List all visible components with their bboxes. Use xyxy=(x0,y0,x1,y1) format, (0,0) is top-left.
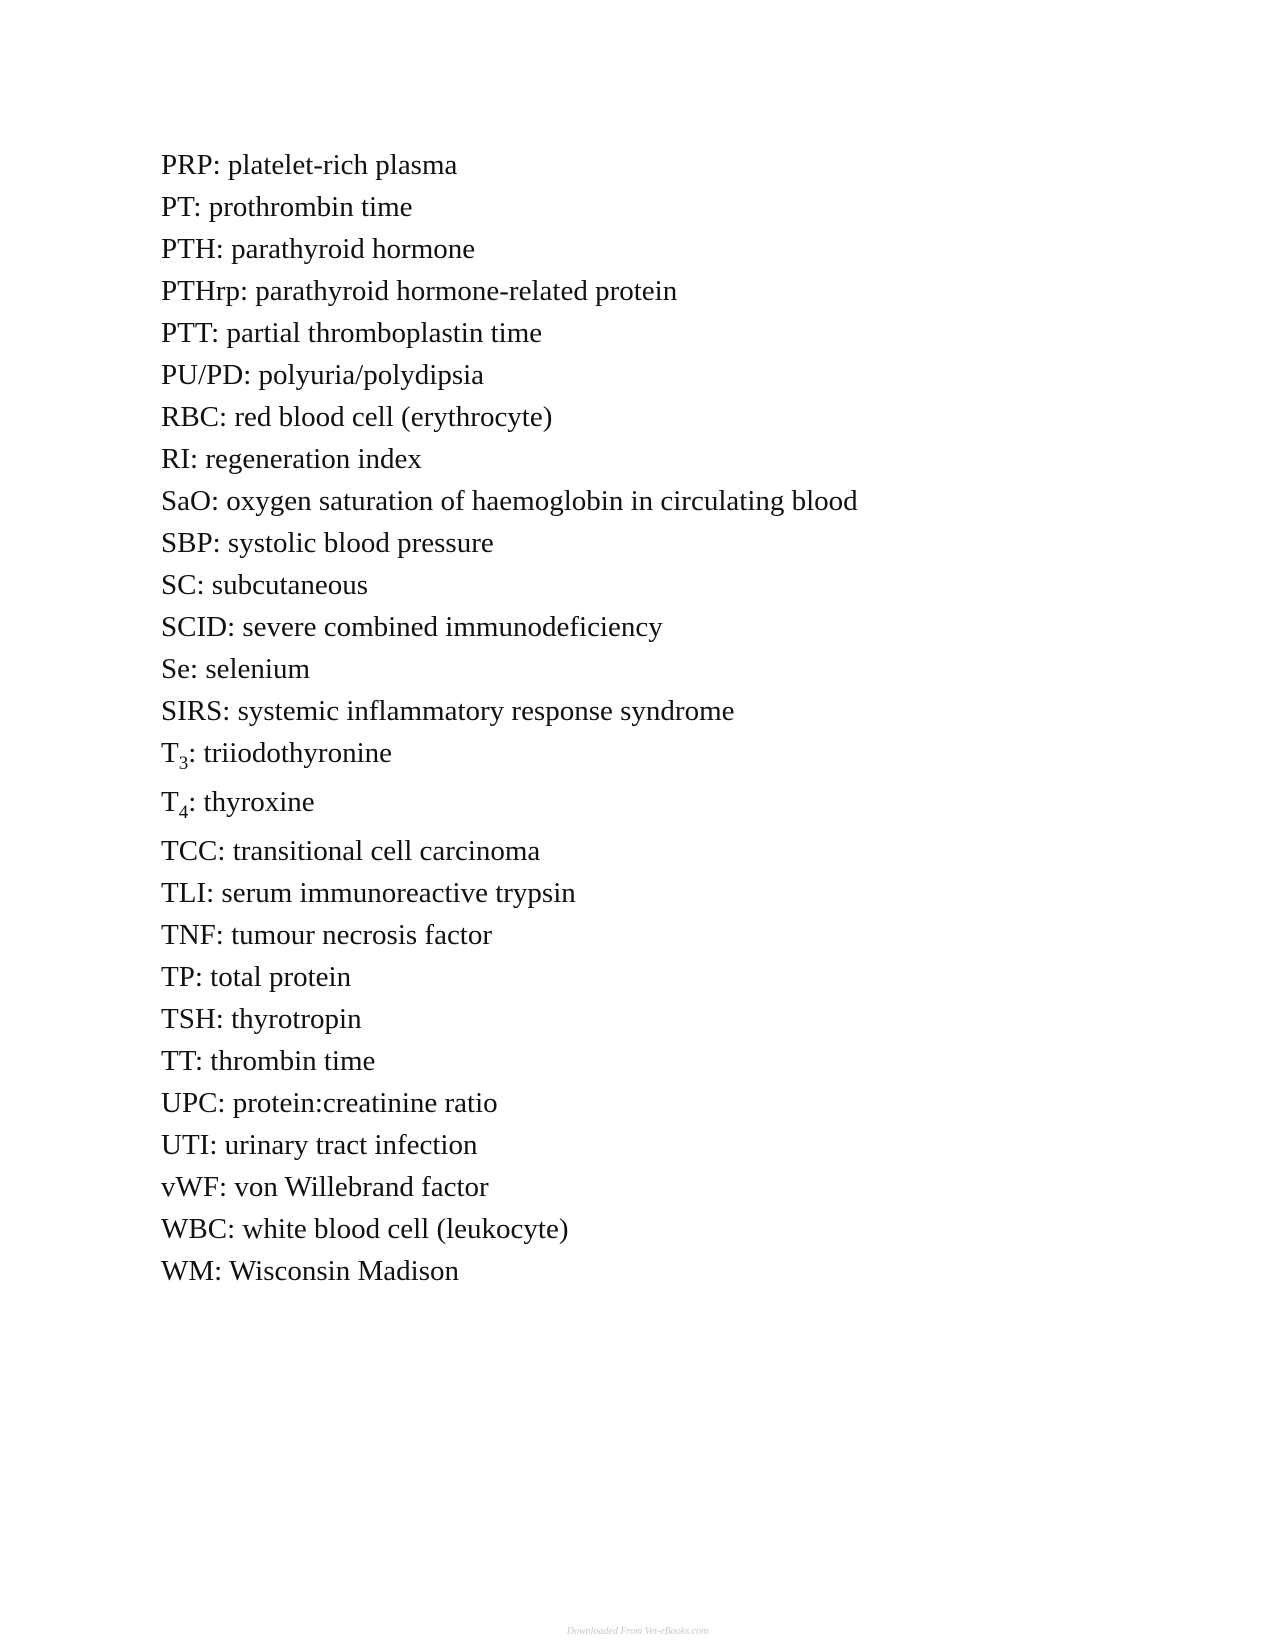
abbreviation-term: SBP xyxy=(161,527,213,559)
abbreviation-term: UPC xyxy=(161,1087,218,1119)
abbreviation-definition: parathyroid hormone xyxy=(231,233,476,265)
abbreviation-entry xyxy=(161,396,858,438)
abbreviation-definition: thyrotropin xyxy=(231,1003,362,1035)
abbreviation-definition: regeneration index xyxy=(205,443,422,475)
abbreviation-entry xyxy=(161,1208,858,1250)
abbreviation-separator: : xyxy=(215,919,232,951)
abbreviation-term: TT xyxy=(161,1045,195,1077)
abbreviation-separator: : xyxy=(239,275,256,307)
abbreviation-separator: : xyxy=(212,149,228,181)
abbreviation-term: TLI xyxy=(161,877,207,909)
abbreviation-definition: thyroxine xyxy=(203,786,315,818)
abbreviation-entry xyxy=(161,956,858,998)
abbreviation-term: SaO xyxy=(161,485,211,517)
abbreviation-definition: von Willebrand factor xyxy=(234,1171,489,1203)
abbreviation-definition: triiodothyronine xyxy=(203,737,393,769)
abbreviation-entry xyxy=(161,1250,858,1292)
abbreviation-definition: severe combined immunodeficiency xyxy=(242,611,663,643)
abbreviation-entry xyxy=(161,270,858,312)
abbreviation-entry xyxy=(161,522,858,564)
abbreviation-separator: : xyxy=(217,835,233,867)
abbreviation-term: T xyxy=(161,786,179,818)
abbreviation-term: PTT xyxy=(161,317,212,349)
abbreviation-separator: : xyxy=(243,359,259,391)
abbreviation-entry xyxy=(161,480,858,522)
abbreviation-separator: : xyxy=(211,317,227,349)
abbreviation-definition: oxygen saturation of haemoglobin in circulating blood xyxy=(226,485,858,517)
abbreviation-definition: white blood cell (leukocyte) xyxy=(242,1213,569,1245)
abbreviation-separator: : xyxy=(227,611,243,643)
abbreviation-term: TCC xyxy=(161,835,218,867)
abbreviation-separator: : xyxy=(215,233,232,265)
abbreviation-separator: : xyxy=(215,1003,232,1035)
abbreviation-entry xyxy=(161,144,858,186)
abbreviation-separator: : xyxy=(190,653,206,685)
abbreviation-entry xyxy=(161,872,858,914)
abbreviation-entry xyxy=(161,1124,858,1166)
abbreviation-separator: : xyxy=(219,401,235,433)
abbreviation-separator: : xyxy=(219,1171,235,1203)
abbreviation-term: PTHrp xyxy=(161,275,240,307)
abbreviation-entry xyxy=(161,732,858,781)
abbreviation-separator: : xyxy=(188,786,204,818)
abbreviation-entry xyxy=(161,830,858,872)
abbreviation-definition: subcutaneous xyxy=(211,569,369,601)
abbreviation-term: PRP xyxy=(161,149,213,181)
abbreviation-term: RI xyxy=(161,443,190,475)
abbreviation-definition: transitional cell carcinoma xyxy=(232,835,541,867)
abbreviation-definition: systemic inflammatory response syndrome xyxy=(237,695,735,727)
abbreviation-definition: polyuria/polydipsia xyxy=(258,359,485,391)
abbreviation-separator: : xyxy=(217,1087,233,1119)
abbreviation-entry xyxy=(161,914,858,956)
abbreviation-separator: : xyxy=(196,569,212,601)
abbreviation-entry xyxy=(161,648,858,690)
abbreviation-definition: red blood cell (erythrocyte) xyxy=(234,401,553,433)
abbreviation-entry xyxy=(161,1082,858,1124)
abbreviation-entry xyxy=(161,606,858,648)
abbreviation-separator: : xyxy=(194,961,211,993)
abbreviation-definition: serum immunoreactive trypsin xyxy=(221,877,576,909)
abbreviation-definition: partial thromboplastin time xyxy=(226,317,543,349)
abbreviation-term: WBC xyxy=(161,1213,228,1245)
abbreviation-entry xyxy=(161,186,858,228)
abbreviation-entry xyxy=(161,564,858,606)
footer-watermark: Downloaded From Vet-eBooks.com xyxy=(566,1626,709,1637)
abbreviation-separator: : xyxy=(193,191,209,223)
abbreviation-list xyxy=(161,144,858,1292)
abbreviation-definition: platelet-rich plasma xyxy=(227,149,458,181)
abbreviation-subscript: 3 xyxy=(178,753,189,774)
abbreviation-term: T xyxy=(161,737,179,769)
abbreviation-separator: : xyxy=(188,737,204,769)
abbreviation-term: vWF xyxy=(161,1171,219,1203)
abbreviation-term: SCID xyxy=(161,611,228,643)
abbreviation-definition: urinary tract infection xyxy=(224,1129,478,1161)
abbreviation-entry xyxy=(161,781,858,830)
abbreviation-term: WM xyxy=(161,1255,215,1287)
abbreviation-separator: : xyxy=(214,1255,229,1287)
abbreviation-separator: : xyxy=(210,485,227,517)
abbreviation-term: PTH xyxy=(161,233,216,265)
abbreviation-term: TSH xyxy=(161,1003,216,1035)
abbreviation-definition: systolic blood pressure xyxy=(227,527,494,559)
abbreviation-separator: : xyxy=(212,527,228,559)
abbreviation-definition: total protein xyxy=(210,961,352,993)
abbreviation-term: PU/PD xyxy=(161,359,244,391)
abbreviation-entry xyxy=(161,1166,858,1208)
abbreviation-separator: : xyxy=(209,1129,225,1161)
abbreviation-definition: prothrombin time xyxy=(208,191,413,223)
abbreviation-term: PT xyxy=(161,191,194,223)
abbreviation-separator: : xyxy=(190,443,206,475)
abbreviation-separator: : xyxy=(194,1045,211,1077)
abbreviation-entry xyxy=(161,690,858,732)
abbreviation-definition: tumour necrosis factor xyxy=(231,919,493,951)
abbreviation-term: UTI xyxy=(161,1129,210,1161)
abbreviation-term: TP xyxy=(161,961,195,993)
abbreviation-separator: : xyxy=(222,695,238,727)
abbreviation-subscript: 4 xyxy=(178,802,189,823)
abbreviation-definition: protein:creatinine ratio xyxy=(232,1087,498,1119)
abbreviation-term: SIRS xyxy=(161,695,223,727)
abbreviation-entry xyxy=(161,1040,858,1082)
abbreviation-separator: : xyxy=(206,877,222,909)
abbreviation-entry xyxy=(161,354,858,396)
abbreviation-entry xyxy=(161,438,858,480)
abbreviation-term: TNF xyxy=(161,919,216,951)
abbreviation-entry xyxy=(161,312,858,354)
abbreviation-entry xyxy=(161,228,858,270)
abbreviation-definition: parathyroid hormone-related protein xyxy=(255,275,678,307)
abbreviation-entry xyxy=(161,998,858,1040)
abbreviation-separator: : xyxy=(227,1213,243,1245)
abbreviation-term: RBC xyxy=(161,401,220,433)
abbreviation-definition: selenium xyxy=(205,653,311,685)
abbreviation-term: Se xyxy=(161,653,190,685)
abbreviation-definition: Wisconsin Madison xyxy=(228,1255,459,1287)
abbreviation-definition: thrombin time xyxy=(210,1045,376,1077)
abbreviation-term: SC xyxy=(161,569,197,601)
